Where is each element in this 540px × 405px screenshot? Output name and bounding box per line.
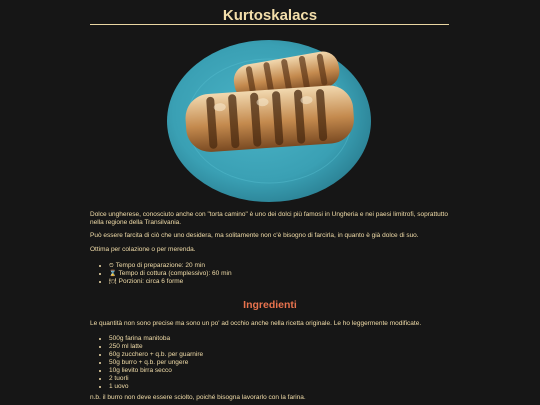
ingredients-note: Le quantità non sono precise ma sono un po' ad occhio anche nella ricetta originale. Le ho leggermente modificate. (90, 320, 422, 327)
list-item: • 500g farina manitoba (109, 335, 203, 343)
intro-paragraph: Dolce ungherese, conosciuto anche con "torta camino" è uno dei dolci più famosi in Ungheria e nei paesi limitrofi, soprattutto nella regione della Transilvania. (90, 211, 448, 226)
info-label: Tempo di preparazione: 20 min (115, 262, 205, 269)
list-item: • 60g zucchero + q.b. per guarnire (109, 351, 203, 359)
footnote: n.b. il burro non deve essere sciolto, poiché bisogna lavorarlo con la farina. (90, 394, 306, 401)
info-label: Porzioni: circa 6 forme (118, 278, 184, 285)
intro-paragraph: Ottima per colazione o per merenda. (90, 246, 196, 253)
hourglass-icon: ⌛ (109, 271, 117, 277)
portions-icon: 🍽 (109, 279, 117, 285)
list-item (109, 278, 232, 286)
recipe-photo (166, 38, 375, 204)
list-item (109, 262, 232, 270)
list-item: • 250 ml latte (109, 343, 203, 351)
ingredients-heading: Ingredienti (243, 299, 297, 311)
info-label: Tempo di cottura (complessivo): 60 min (118, 270, 232, 277)
list-item (109, 270, 232, 278)
recipe-info-list (99, 262, 232, 286)
list-item: • 10g lievito birra secco (109, 367, 203, 375)
ingredients-list (99, 335, 203, 391)
clock-icon: ⏲ (109, 263, 114, 269)
intro-paragraph: Può essere farcita di ciò che uno desidera, ma solitamente non c'è bisogno di farcirla, in quanto è già dolce di suo. (90, 232, 419, 239)
list-item: • 1 uovo (109, 383, 203, 391)
list-item: • 50g burro + q.b. per ungere (109, 359, 203, 367)
list-item: • 2 tuorli (109, 375, 203, 383)
page-title: Kurtoskalacs (222, 7, 318, 24)
title-divider (90, 24, 449, 25)
